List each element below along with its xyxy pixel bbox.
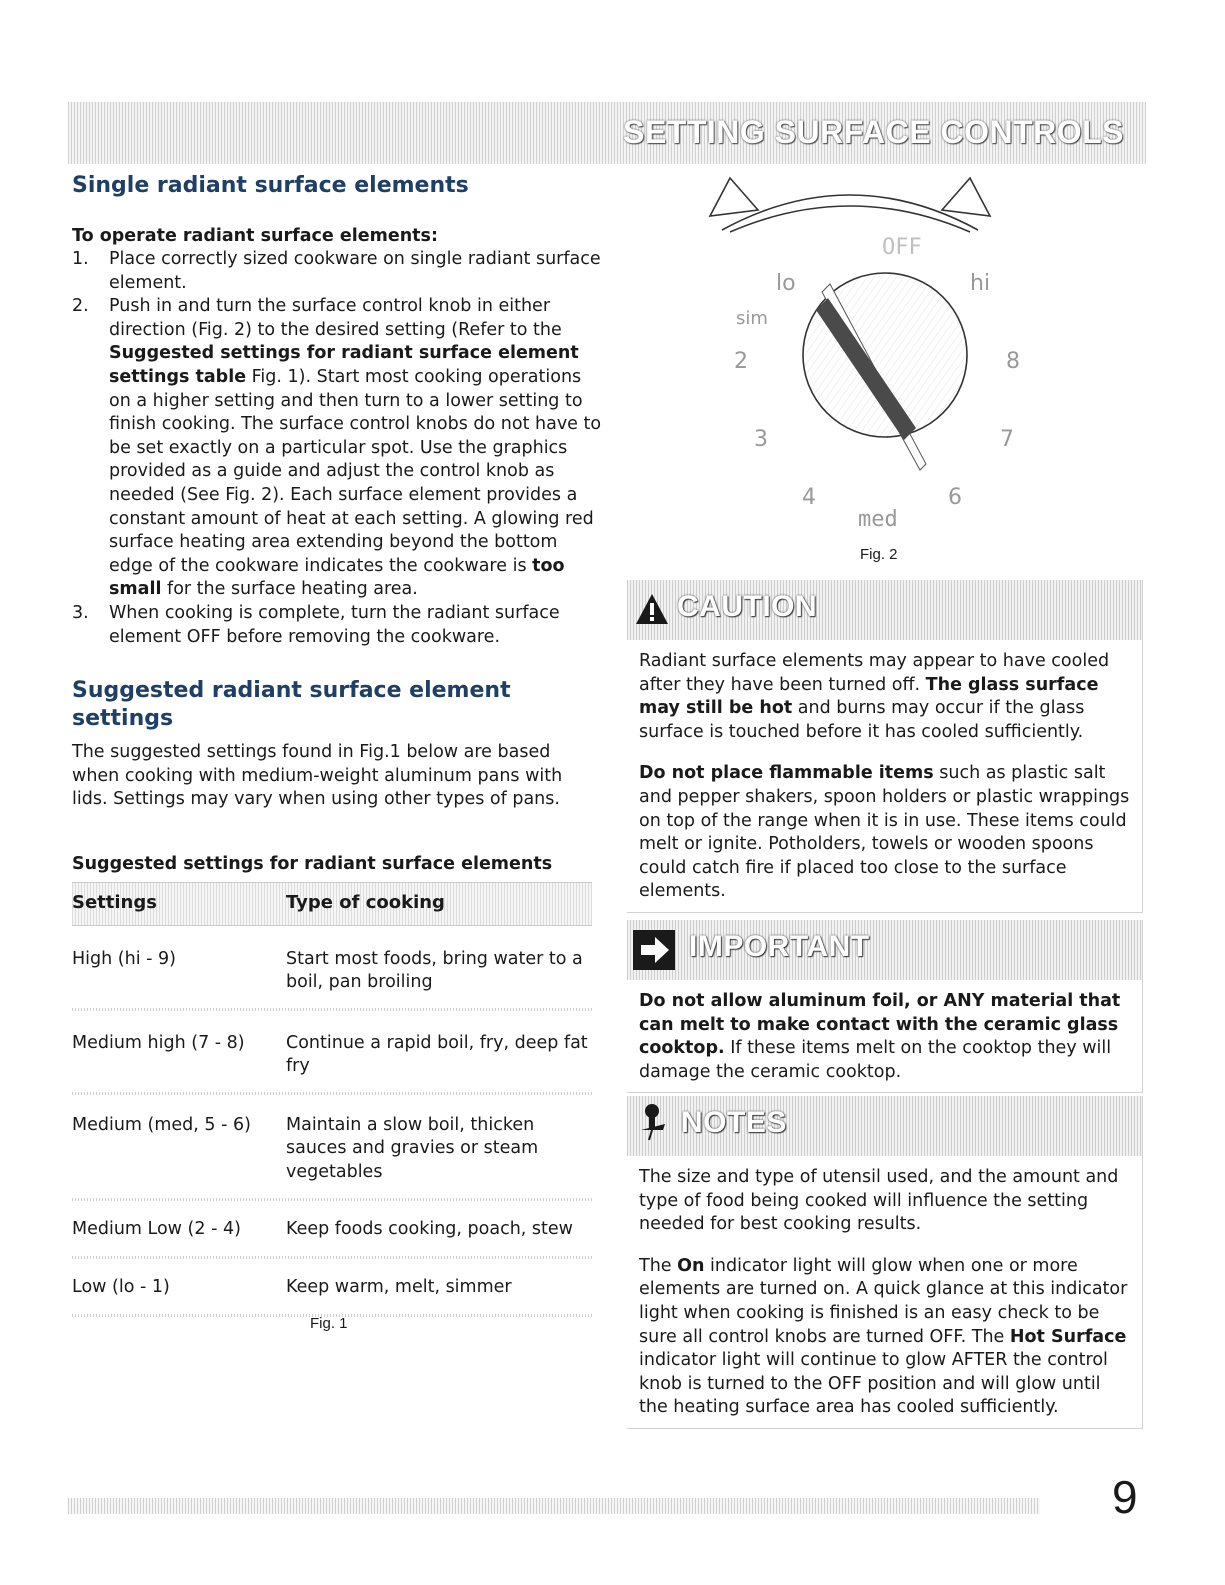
knob-diagram: [700, 170, 1060, 550]
table-header: [72, 882, 592, 926]
left-column: [72, 172, 602, 1346]
list-item: 2. Push in and turn the surface control knob in either direction (Fig. 2) to the desired setting (Refer to the Suggested settings for radiant surface element settings table Fig. 1). Start most cooking operations on a higher setting and then turn to a lower setting to finish cooking. The surface control knobs do not have to be set exactly on a particular spot. Use the graphics provided as a guide and adjust the control knob as needed (See Fig. 2). Each surface element provides a constant amount of heat at each setting. A glowing red surface heating area extending beyond the bottom edge of the cookware indicates the cookware is too small for the surface heating area.: [72, 296, 602, 600]
knob-label-hi: hi: [970, 271, 991, 296]
footer-bar: [68, 1498, 1040, 1514]
knob-label-lo: lo: [776, 271, 796, 296]
important-text: Do not allow aluminum foil, or ANY material that can melt to make contact with the ceramic glass cooktop. If these items melt on the cooktop they will damage the ceramic cooktop.: [639, 991, 1121, 1082]
notes-text-1: The size and type of utensil used, and the amount and type of food being cooked will influence the setting needed for best cooking results.: [639, 1167, 1119, 1235]
settings-table: High (hi - 9) Start most foods, bring water to a boil, pan broiling Medium high (7 - 8) Continue a rapid boil, fry, deep fat fry Medium (med, 5 - 6) Maintain a slow boil, thicken sauces and gravies or steam vegetables Medium Low (2 - 4) Keep foods cooking, poach, stew Low (lo - 1) Keep warm, melt, simmer: [72, 926, 602, 1346]
operate-subhead: To operate radiant surface elements:: [72, 226, 438, 246]
notes-body: [627, 1156, 1142, 1428]
arrow-right-icon: [633, 930, 675, 970]
arrow-left-head-icon: [710, 178, 758, 216]
knob-label-4: 4: [802, 485, 816, 510]
table-header-type: Type of cooking: [286, 891, 445, 913]
knob-label-med: med: [858, 507, 898, 532]
caution-text-1: Radiant surface elements may appear to have cooled after they have been turned off. The glass surface may still be hot and burns may occur if the glass surface is touched before it has cooled sufficiently.: [639, 651, 1110, 742]
warning-icon: [635, 592, 669, 626]
important-body: [627, 980, 1142, 1092]
knob-label-sim: sim: [736, 308, 768, 329]
knob-label-3: 3: [754, 427, 768, 452]
list-item: 1. Place correctly sized cookware on single radiant surface element.: [72, 249, 601, 293]
knob-label-2: 2: [734, 349, 748, 374]
caution-header: [627, 580, 1142, 640]
fig2-caption: Fig. 2: [860, 546, 898, 563]
caution-body: [627, 640, 1142, 912]
table-title: Suggested settings for radiant surface elements: [72, 853, 553, 874]
fig1-caption: Fig. 1: [310, 1315, 348, 1332]
caution-text-2: Do not place flammable items such as plastic salt and pepper shakers, spoon holders or plastic wrappings on top of the range when it is in use. These items could melt or ignite. Potholders, towels or wooden spoons could catch fire if placed too close to the surface elements.: [639, 763, 1130, 902]
pushpin-icon: [639, 1102, 669, 1142]
arrow-curve: [722, 195, 978, 230]
arrow-right-head-icon: [942, 178, 990, 216]
table-header-settings: Settings: [72, 891, 157, 913]
row-divider: [72, 1092, 592, 1095]
row-divider: [72, 1256, 592, 1259]
knob-label-6: 6: [948, 485, 962, 510]
knob-label-8: 8: [1006, 349, 1020, 374]
header-bar: [68, 102, 1146, 164]
knob-label-7: 7: [1000, 427, 1014, 452]
section-title-single-radiant: Single radiant surface elements: [72, 173, 469, 198]
important-label: IMPORTANT: [689, 930, 870, 963]
important-header: [627, 920, 1142, 980]
row-divider: [72, 1198, 592, 1201]
notes-header: [627, 1096, 1142, 1156]
caution-label: CAUTION: [677, 590, 818, 623]
notes-text-2: The On indicator light will glow when one or more elements are turned on. A quick glance at this indicator light when cooking is finished is an easy check to be sure all control knobs are turned OFF. The Hot Surface indicator light will continue to glow AFTER the control knob is turned to the OFF position and will glow until the heating surface area has cooled sufficiently.: [639, 1255, 1128, 1418]
section-title-suggested: Suggested radiant surface element settings: [72, 678, 511, 732]
list-item: 3. When cooking is complete, turn the radiant surface element OFF before removing the cookware.: [72, 602, 560, 647]
suggested-intro: The suggested settings found in Fig.1 below are based when cooking with medium-weight aluminum pans with lids. Settings may vary when using other types of pans.: [72, 742, 563, 810]
steps-list: [72, 248, 602, 649]
page-number: 9: [1112, 1471, 1138, 1523]
notes-label: NOTES: [681, 1106, 787, 1139]
page-title: SETTING SURFACE CONTROLS: [623, 114, 1124, 150]
caution-box: [627, 580, 1143, 913]
notes-box: [627, 1096, 1143, 1429]
important-box: [627, 920, 1143, 1093]
row-divider: [72, 1008, 592, 1011]
knob-label-off: OFF: [882, 235, 922, 260]
